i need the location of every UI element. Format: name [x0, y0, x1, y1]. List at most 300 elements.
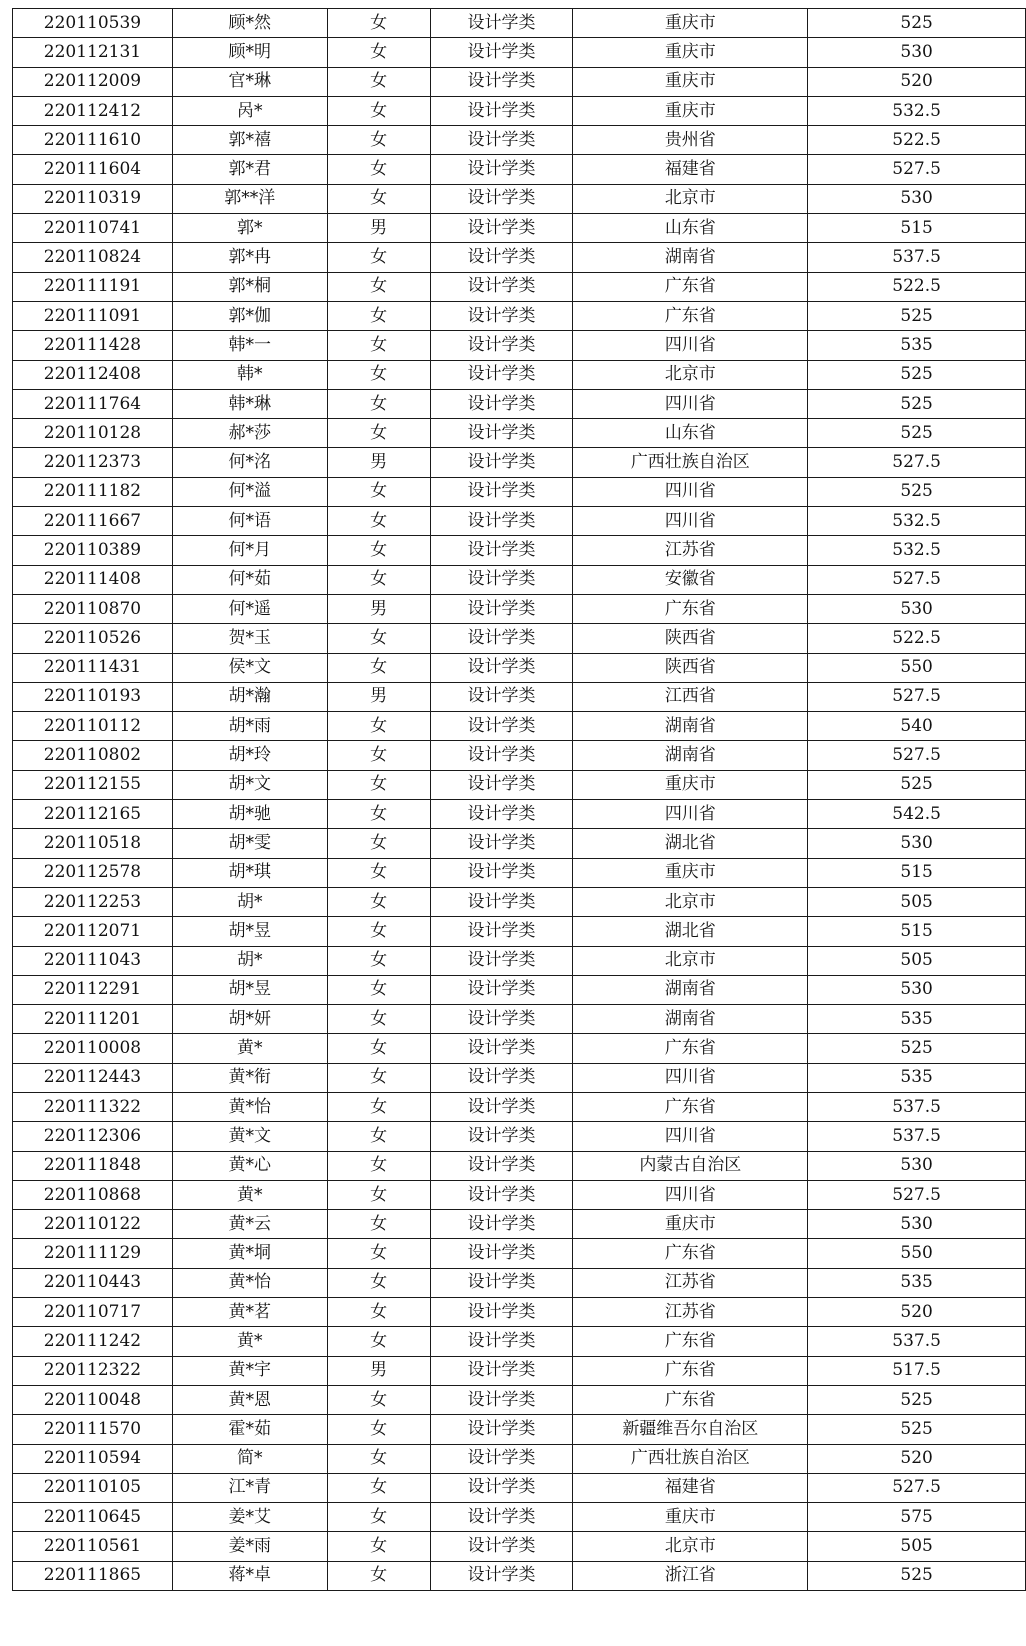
- major-cell: 设计学类: [430, 96, 573, 125]
- score-cell: 532.5: [808, 96, 1026, 125]
- score-cell: 535: [808, 1005, 1026, 1034]
- table-row: [13, 741, 1026, 770]
- gender-cell: 女: [327, 419, 430, 448]
- major-cell: 设计学类: [430, 360, 573, 389]
- major-cell: 设计学类: [430, 1561, 573, 1590]
- province-cell: 福建省: [573, 155, 808, 184]
- student-name-cell: 郝*莎: [172, 419, 327, 448]
- student-id-cell: 220110802: [13, 741, 173, 770]
- province-cell: 北京市: [573, 184, 808, 213]
- major-cell: 设计学类: [430, 1180, 573, 1209]
- gender-cell: 女: [327, 360, 430, 389]
- gender-cell: 女: [327, 1268, 430, 1297]
- table-row: [13, 682, 1026, 711]
- table-row: [13, 507, 1026, 536]
- gender-cell: 女: [327, 712, 430, 741]
- student-name-cell: 何*语: [172, 507, 327, 536]
- table-row: [13, 96, 1026, 125]
- student-name-cell: 郭*君: [172, 155, 327, 184]
- score-cell: 522.5: [808, 624, 1026, 653]
- province-cell: 广西壮族自治区: [573, 448, 808, 477]
- student-id-cell: 220112165: [13, 800, 173, 829]
- table-row: [13, 858, 1026, 887]
- province-cell: 广西壮族自治区: [573, 1444, 808, 1473]
- gender-cell: 女: [327, 887, 430, 916]
- score-cell: 525: [808, 1385, 1026, 1414]
- gender-cell: 男: [327, 682, 430, 711]
- province-cell: 四川省: [573, 1122, 808, 1151]
- major-cell: 设计学类: [430, 184, 573, 213]
- table-row: [13, 184, 1026, 213]
- score-cell: 540: [808, 712, 1026, 741]
- score-cell: 537.5: [808, 1327, 1026, 1356]
- major-cell: 设计学类: [430, 829, 573, 858]
- province-cell: 四川省: [573, 331, 808, 360]
- student-id-cell: 220112155: [13, 770, 173, 799]
- table-row: [13, 1268, 1026, 1297]
- score-cell: 527.5: [808, 1180, 1026, 1209]
- gender-cell: 女: [327, 800, 430, 829]
- province-cell: 山东省: [573, 419, 808, 448]
- province-cell: 重庆市: [573, 9, 808, 38]
- province-cell: 湖北省: [573, 829, 808, 858]
- gender-cell: 女: [327, 829, 430, 858]
- student-name-cell: 顾*明: [172, 38, 327, 67]
- student-id-cell: 220112322: [13, 1356, 173, 1385]
- table-row: [13, 624, 1026, 653]
- student-name-cell: 黄*怡: [172, 1092, 327, 1121]
- table-row: [13, 887, 1026, 916]
- major-cell: 设计学类: [430, 770, 573, 799]
- major-cell: 设计学类: [430, 1063, 573, 1092]
- province-cell: 重庆市: [573, 1503, 808, 1532]
- province-cell: 广东省: [573, 594, 808, 623]
- table-row: [13, 477, 1026, 506]
- table-row: [13, 1561, 1026, 1590]
- student-id-cell: 220112253: [13, 887, 173, 916]
- table-row: [13, 1151, 1026, 1180]
- table-row: [13, 1298, 1026, 1327]
- gender-cell: 男: [327, 214, 430, 243]
- table-row: [13, 1239, 1026, 1268]
- major-cell: 设计学类: [430, 477, 573, 506]
- major-cell: 设计学类: [430, 887, 573, 916]
- gender-cell: 女: [327, 1444, 430, 1473]
- score-cell: 520: [808, 67, 1026, 96]
- student-id-cell: 220110741: [13, 214, 173, 243]
- table-row: [13, 1034, 1026, 1063]
- student-id-cell: 220110824: [13, 243, 173, 272]
- score-cell: 542.5: [808, 800, 1026, 829]
- province-cell: 陕西省: [573, 624, 808, 653]
- major-cell: 设计学类: [430, 1473, 573, 1502]
- table-row: [13, 67, 1026, 96]
- table-row: [13, 1092, 1026, 1121]
- gender-cell: 女: [327, 1385, 430, 1414]
- gender-cell: 女: [327, 301, 430, 330]
- score-cell: 530: [808, 1151, 1026, 1180]
- student-name-cell: 何*遥: [172, 594, 327, 623]
- student-id-cell: 220110594: [13, 1444, 173, 1473]
- student-name-cell: 韩*: [172, 360, 327, 389]
- table-row: [13, 770, 1026, 799]
- gender-cell: 女: [327, 653, 430, 682]
- gender-cell: 女: [327, 975, 430, 1004]
- table-row: [13, 653, 1026, 682]
- student-name-cell: 郭*桐: [172, 272, 327, 301]
- table-row: [13, 712, 1026, 741]
- gender-cell: 男: [327, 448, 430, 477]
- major-cell: 设计学类: [430, 741, 573, 770]
- student-id-cell: 220111201: [13, 1005, 173, 1034]
- student-name-cell: 何*茹: [172, 565, 327, 594]
- student-id-cell: 220112412: [13, 96, 173, 125]
- student-id-cell: 220110561: [13, 1532, 173, 1561]
- province-cell: 广东省: [573, 272, 808, 301]
- score-cell: 525: [808, 770, 1026, 799]
- gender-cell: 女: [327, 96, 430, 125]
- gender-cell: 女: [327, 38, 430, 67]
- province-cell: 新疆维吾尔自治区: [573, 1415, 808, 1444]
- gender-cell: 女: [327, 1092, 430, 1121]
- table-row: [13, 419, 1026, 448]
- student-name-cell: 郭*禧: [172, 126, 327, 155]
- province-cell: 湖南省: [573, 243, 808, 272]
- score-cell: 527.5: [808, 682, 1026, 711]
- student-id-cell: 220112131: [13, 38, 173, 67]
- student-name-cell: 郭*冉: [172, 243, 327, 272]
- score-cell: 525: [808, 477, 1026, 506]
- student-name-cell: 郭**洋: [172, 184, 327, 213]
- student-name-cell: 何*洺: [172, 448, 327, 477]
- student-name-cell: 贺*玉: [172, 624, 327, 653]
- major-cell: 设计学类: [430, 243, 573, 272]
- student-name-cell: 韩*一: [172, 331, 327, 360]
- score-cell: 530: [808, 1210, 1026, 1239]
- student-name-cell: 霍*茹: [172, 1415, 327, 1444]
- province-cell: 江苏省: [573, 1298, 808, 1327]
- score-cell: 515: [808, 214, 1026, 243]
- province-cell: 北京市: [573, 887, 808, 916]
- major-cell: 设计学类: [430, 1239, 573, 1268]
- gender-cell: 女: [327, 184, 430, 213]
- province-cell: 陕西省: [573, 653, 808, 682]
- student-id-cell: 220111428: [13, 331, 173, 360]
- major-cell: 设计学类: [430, 1122, 573, 1151]
- gender-cell: 女: [327, 858, 430, 887]
- table-row: [13, 301, 1026, 330]
- student-name-cell: 黄*恩: [172, 1385, 327, 1414]
- student-id-cell: 220112009: [13, 67, 173, 96]
- student-name-cell: 何*溢: [172, 477, 327, 506]
- province-cell: 广东省: [573, 1356, 808, 1385]
- gender-cell: 女: [327, 1298, 430, 1327]
- major-cell: 设计学类: [430, 1385, 573, 1414]
- score-cell: 520: [808, 1444, 1026, 1473]
- table-row: [13, 448, 1026, 477]
- student-name-cell: 黄*怡: [172, 1268, 327, 1297]
- gender-cell: 女: [327, 1151, 430, 1180]
- score-cell: 535: [808, 331, 1026, 360]
- score-cell: 505: [808, 946, 1026, 975]
- student-id-cell: 220111604: [13, 155, 173, 184]
- province-cell: 四川省: [573, 1063, 808, 1092]
- student-id-cell: 220110193: [13, 682, 173, 711]
- province-cell: 湖南省: [573, 712, 808, 741]
- student-name-cell: 胡*雯: [172, 829, 327, 858]
- province-cell: 浙江省: [573, 1561, 808, 1590]
- score-cell: 525: [808, 360, 1026, 389]
- province-cell: 重庆市: [573, 67, 808, 96]
- student-name-cell: 郭*伽: [172, 301, 327, 330]
- gender-cell: 女: [327, 155, 430, 184]
- score-cell: 530: [808, 829, 1026, 858]
- province-cell: 广东省: [573, 1239, 808, 1268]
- major-cell: 设计学类: [430, 682, 573, 711]
- student-name-cell: 郭*: [172, 214, 327, 243]
- score-cell: 522.5: [808, 272, 1026, 301]
- province-cell: 江苏省: [573, 536, 808, 565]
- gender-cell: 女: [327, 917, 430, 946]
- student-id-cell: 220111322: [13, 1092, 173, 1121]
- gender-cell: 女: [327, 9, 430, 38]
- student-name-cell: 黄*垌: [172, 1239, 327, 1268]
- student-name-cell: 胡*妍: [172, 1005, 327, 1034]
- table-row: [13, 1444, 1026, 1473]
- gender-cell: 女: [327, 1561, 430, 1590]
- student-name-cell: 黄*心: [172, 1151, 327, 1180]
- table-row: [13, 38, 1026, 67]
- province-cell: 四川省: [573, 477, 808, 506]
- score-cell: 530: [808, 184, 1026, 213]
- score-cell: 532.5: [808, 536, 1026, 565]
- table-row: [13, 1503, 1026, 1532]
- student-name-cell: 官*琳: [172, 67, 327, 96]
- gender-cell: 女: [327, 1210, 430, 1239]
- student-id-cell: 220110048: [13, 1385, 173, 1414]
- student-name-cell: 胡*瀚: [172, 682, 327, 711]
- major-cell: 设计学类: [430, 1268, 573, 1297]
- student-id-cell: 220111667: [13, 507, 173, 536]
- score-cell: 525: [808, 1561, 1026, 1590]
- student-name-cell: 顾*然: [172, 9, 327, 38]
- gender-cell: 女: [327, 1122, 430, 1151]
- student-id-cell: 220111848: [13, 1151, 173, 1180]
- table-row: [13, 917, 1026, 946]
- student-name-cell: 黄*: [172, 1327, 327, 1356]
- major-cell: 设计学类: [430, 1298, 573, 1327]
- table-row: [13, 565, 1026, 594]
- student-name-cell: 姜*雨: [172, 1532, 327, 1561]
- score-cell: 505: [808, 887, 1026, 916]
- student-name-cell: 江*青: [172, 1473, 327, 1502]
- major-cell: 设计学类: [430, 272, 573, 301]
- province-cell: 江西省: [573, 682, 808, 711]
- province-cell: 湖北省: [573, 917, 808, 946]
- student-id-cell: 220110870: [13, 594, 173, 623]
- major-cell: 设计学类: [430, 1415, 573, 1444]
- score-cell: 527.5: [808, 741, 1026, 770]
- major-cell: 设计学类: [430, 448, 573, 477]
- major-cell: 设计学类: [430, 946, 573, 975]
- province-cell: 重庆市: [573, 1210, 808, 1239]
- major-cell: 设计学类: [430, 536, 573, 565]
- student-name-cell: 胡*昱: [172, 917, 327, 946]
- province-cell: 福建省: [573, 1473, 808, 1502]
- gender-cell: 女: [327, 331, 430, 360]
- province-cell: 北京市: [573, 360, 808, 389]
- score-cell: 575: [808, 1503, 1026, 1532]
- province-cell: 广东省: [573, 1327, 808, 1356]
- student-id-cell: 220110518: [13, 829, 173, 858]
- score-cell: 515: [808, 858, 1026, 887]
- major-cell: 设计学类: [430, 419, 573, 448]
- major-cell: 设计学类: [430, 155, 573, 184]
- student-id-cell: 220111431: [13, 653, 173, 682]
- major-cell: 设计学类: [430, 389, 573, 418]
- province-cell: 广东省: [573, 1385, 808, 1414]
- table-row: [13, 946, 1026, 975]
- table-row: [13, 1532, 1026, 1561]
- student-id-cell: 220112408: [13, 360, 173, 389]
- major-cell: 设计学类: [430, 1034, 573, 1063]
- student-id-cell: 220110443: [13, 1268, 173, 1297]
- score-cell: 527.5: [808, 565, 1026, 594]
- table-row: [13, 389, 1026, 418]
- score-cell: 530: [808, 594, 1026, 623]
- student-id-cell: 220111182: [13, 477, 173, 506]
- student-name-cell: 黄*茗: [172, 1298, 327, 1327]
- gender-cell: 女: [327, 389, 430, 418]
- major-cell: 设计学类: [430, 1532, 573, 1561]
- province-cell: 重庆市: [573, 96, 808, 125]
- score-cell: 525: [808, 419, 1026, 448]
- score-cell: 527.5: [808, 155, 1026, 184]
- major-cell: 设计学类: [430, 214, 573, 243]
- gender-cell: 女: [327, 1239, 430, 1268]
- table-row: [13, 1180, 1026, 1209]
- student-id-cell: 220110645: [13, 1503, 173, 1532]
- student-id-cell: 220112306: [13, 1122, 173, 1151]
- table-row: [13, 360, 1026, 389]
- gender-cell: 女: [327, 507, 430, 536]
- score-cell: 527.5: [808, 448, 1026, 477]
- student-name-cell: 侯*文: [172, 653, 327, 682]
- major-cell: 设计学类: [430, 653, 573, 682]
- student-id-cell: 220110112: [13, 712, 173, 741]
- province-cell: 广东省: [573, 1092, 808, 1121]
- student-name-cell: 黄*云: [172, 1210, 327, 1239]
- score-cell: 537.5: [808, 243, 1026, 272]
- gender-cell: 女: [327, 946, 430, 975]
- student-name-cell: 胡*玲: [172, 741, 327, 770]
- gender-cell: 女: [327, 67, 430, 96]
- student-name-cell: 姜*艾: [172, 1503, 327, 1532]
- student-id-cell: 220111242: [13, 1327, 173, 1356]
- student-name-cell: 韩*琳: [172, 389, 327, 418]
- major-cell: 设计学类: [430, 126, 573, 155]
- table-row: [13, 272, 1026, 301]
- score-cell: 537.5: [808, 1122, 1026, 1151]
- province-cell: 山东省: [573, 214, 808, 243]
- major-cell: 设计学类: [430, 917, 573, 946]
- score-cell: 525: [808, 1034, 1026, 1063]
- major-cell: 设计学类: [430, 301, 573, 330]
- student-id-cell: 220111408: [13, 565, 173, 594]
- student-id-cell: 220111865: [13, 1561, 173, 1590]
- table-body: [13, 9, 1026, 1591]
- table-row: [13, 331, 1026, 360]
- student-id-cell: 220111610: [13, 126, 173, 155]
- major-cell: 设计学类: [430, 1092, 573, 1121]
- student-name-cell: 胡*: [172, 887, 327, 916]
- gender-cell: 女: [327, 741, 430, 770]
- student-name-cell: 胡*昱: [172, 975, 327, 1004]
- gender-cell: 女: [327, 770, 430, 799]
- student-name-cell: 黄*文: [172, 1122, 327, 1151]
- gender-cell: 女: [327, 1005, 430, 1034]
- province-cell: 内蒙古自治区: [573, 1151, 808, 1180]
- table-row: [13, 1415, 1026, 1444]
- province-cell: 重庆市: [573, 38, 808, 67]
- table-row: [13, 800, 1026, 829]
- student-id-cell: 220112291: [13, 975, 173, 1004]
- major-cell: 设计学类: [430, 9, 573, 38]
- gender-cell: 女: [327, 624, 430, 653]
- student-id-cell: 220112578: [13, 858, 173, 887]
- student-name-cell: 黄*衔: [172, 1063, 327, 1092]
- score-cell: 550: [808, 1239, 1026, 1268]
- student-name-cell: 胡*雨: [172, 712, 327, 741]
- province-cell: 重庆市: [573, 858, 808, 887]
- score-cell: 550: [808, 653, 1026, 682]
- student-name-cell: 胡*驰: [172, 800, 327, 829]
- student-name-cell: 黄*: [172, 1180, 327, 1209]
- table-row: [13, 975, 1026, 1004]
- score-cell: 530: [808, 975, 1026, 1004]
- student-id-cell: 220111570: [13, 1415, 173, 1444]
- score-cell: 525: [808, 389, 1026, 418]
- major-cell: 设计学类: [430, 38, 573, 67]
- student-id-cell: 220112443: [13, 1063, 173, 1092]
- major-cell: 设计学类: [430, 975, 573, 1004]
- province-cell: 贵州省: [573, 126, 808, 155]
- student-id-cell: 220110389: [13, 536, 173, 565]
- gender-cell: 女: [327, 1503, 430, 1532]
- table-row: [13, 1210, 1026, 1239]
- student-id-cell: 220110539: [13, 9, 173, 38]
- province-cell: 北京市: [573, 1532, 808, 1561]
- score-cell: 525: [808, 301, 1026, 330]
- province-cell: 四川省: [573, 1180, 808, 1209]
- major-cell: 设计学类: [430, 565, 573, 594]
- gender-cell: 女: [327, 1063, 430, 1092]
- major-cell: 设计学类: [430, 1356, 573, 1385]
- score-cell: 535: [808, 1268, 1026, 1297]
- table-row: [13, 1356, 1026, 1385]
- table-row: [13, 1063, 1026, 1092]
- province-cell: 湖南省: [573, 975, 808, 1004]
- major-cell: 设计学类: [430, 331, 573, 360]
- table-row: [13, 1385, 1026, 1414]
- table-row: [13, 829, 1026, 858]
- score-cell: 517.5: [808, 1356, 1026, 1385]
- table-row: [13, 155, 1026, 184]
- student-name-cell: 黄*: [172, 1034, 327, 1063]
- student-id-cell: 220110008: [13, 1034, 173, 1063]
- major-cell: 设计学类: [430, 1444, 573, 1473]
- student-name-cell: 简*: [172, 1444, 327, 1473]
